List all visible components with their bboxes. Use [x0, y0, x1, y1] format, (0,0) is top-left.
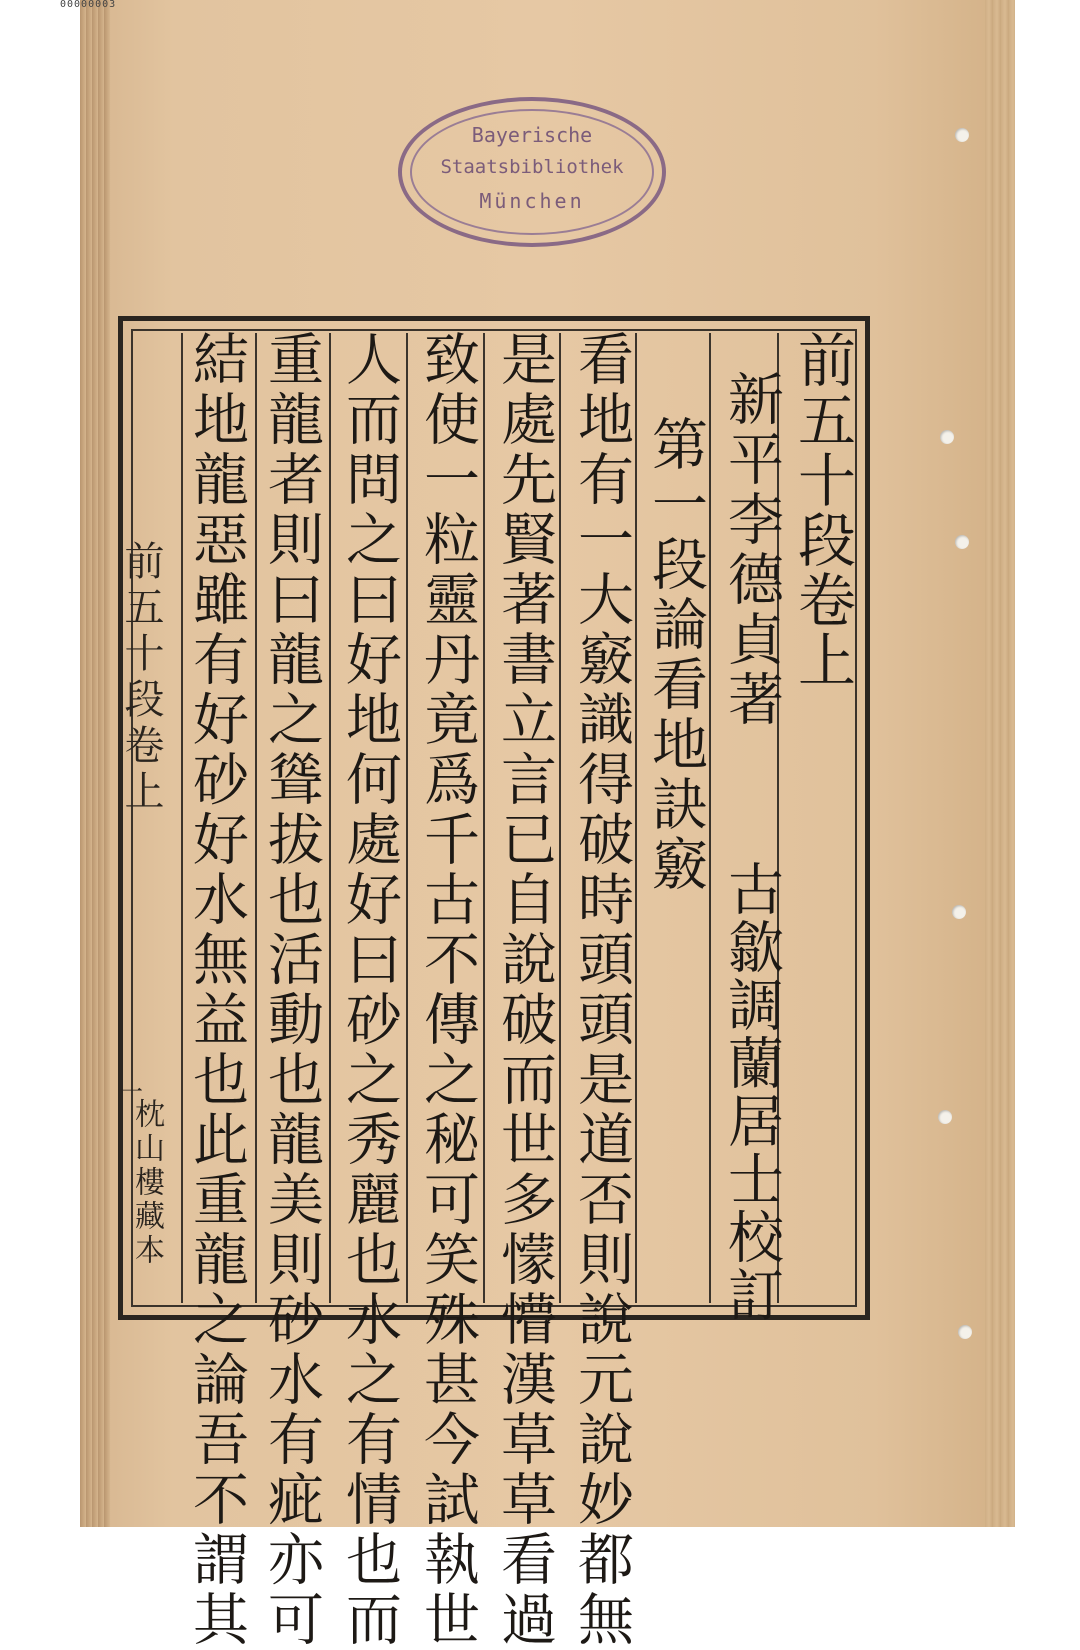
body-column: 人而問之曰好地何處好曰砂之秀麗也水之有情也而: [337, 330, 402, 1650]
column-rule: [329, 333, 331, 1303]
body-column: 致使一粒靈丹竟爲千古不傳之秘可笑殊甚今試執世: [415, 330, 480, 1650]
page-number: 一: [119, 1078, 143, 1106]
binding-hole: [955, 128, 969, 142]
gutter-title: 前五十段卷上: [118, 540, 164, 816]
page-edge-left: [80, 0, 110, 1527]
library-stamp: [398, 97, 666, 247]
editor-line: 古歙調蘭居士校訂: [719, 860, 784, 1324]
author-line: 新平李德貞著: [719, 370, 784, 730]
binding-hole: [938, 1110, 952, 1124]
scan-header: 00000003: [60, 0, 117, 10]
stamp-line-3: München: [479, 189, 585, 213]
stamp-line-1: Bayerische: [471, 123, 593, 147]
column-rule: [483, 333, 485, 1303]
binding-hole: [952, 905, 966, 919]
binding-hole: [940, 430, 954, 444]
volume-title: 前五十段卷上: [788, 330, 856, 690]
gutter-imprint: 枕山樓藏本: [129, 1098, 164, 1268]
binding-hole: [958, 1325, 972, 1339]
binding-hole: [955, 535, 969, 549]
body-column: 結地龍惡雖有好砂好水無益也此重龍之論吾不謂其: [184, 330, 249, 1650]
body-column: 看地有一大竅識得破時頭頭是道否則說元說妙都無: [569, 330, 634, 1650]
column-rule: [559, 333, 561, 1303]
column-rule: [406, 333, 408, 1303]
page-edge-right: [985, 0, 1015, 1527]
body-column: 重龍者則曰龍之聳拔也活動也龍美則砂水有疵亦可: [259, 330, 324, 1650]
stamp-line-2: Staatsbibliothek: [440, 156, 624, 178]
section-heading: 第一段論看地訣竅: [643, 415, 708, 895]
body-column: 是處先賢著書立言已自說破而世多懞懵漢草草看過: [492, 330, 557, 1650]
